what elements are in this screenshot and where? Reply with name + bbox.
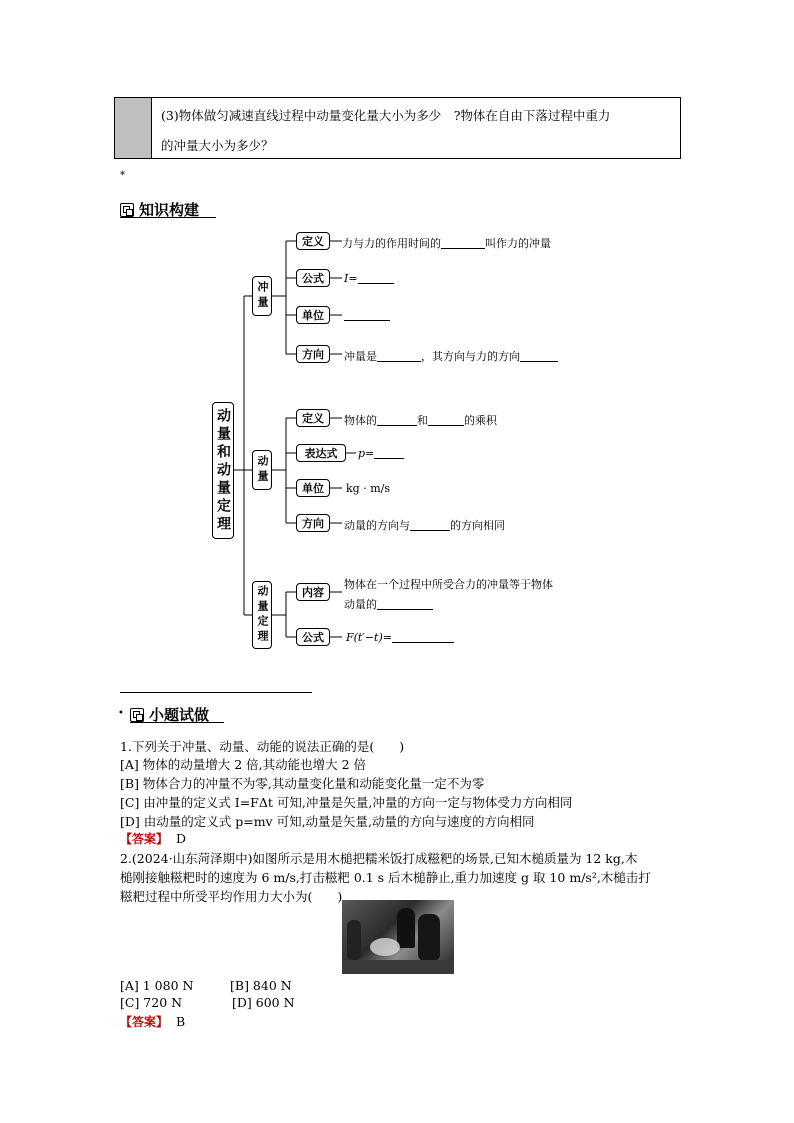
tag-impulse-unit: 单位 xyxy=(296,306,330,324)
q1-option-b: [B] 物体合力的冲量不为零,其动量变化量和动能变化量一定不为零 xyxy=(120,776,485,791)
tag-momentum-expression: 表达式 xyxy=(296,444,346,462)
bullet: • xyxy=(118,708,124,719)
momentum-definition-text: 物体的 和 的乘积 xyxy=(344,414,497,427)
mallet-photo xyxy=(342,900,454,974)
divider xyxy=(120,692,312,693)
practice-title: 小题试做 xyxy=(130,704,209,725)
q1-option-c: [C] 由冲量的定义式 I=FΔt 可知,冲量是矢量,冲量的方向一定与物体受力方向相同 xyxy=(120,795,573,810)
answer-value: B xyxy=(176,1014,186,1029)
q2-option-a: [A] 1 080 N xyxy=(120,978,194,993)
node-momentum: 动量 xyxy=(252,450,272,490)
q2-option-c: [C] 720 N xyxy=(120,995,183,1010)
impulse-direction-text: 冲量是 ，其方向与力的方向 xyxy=(344,348,558,364)
tag-impulse-definition: 定义 xyxy=(296,232,330,250)
answer-label: 【答案】 xyxy=(120,832,169,846)
q1-option-a: [A] 物体的动量增大 2 倍,其动能也增大 2 倍 xyxy=(120,757,367,772)
tag-theorem-formula: 公式 xyxy=(296,628,330,646)
momentum-unit-text: kg · m/s xyxy=(346,482,390,495)
question-line-1: (3)物体做匀减速直线过程中动量变化量大小为多少 ?物体在自由下落过程中重力 xyxy=(161,108,611,123)
theorem-formula-text: F(t′−t)= xyxy=(346,631,454,644)
momentum-expression-text: p= xyxy=(358,447,404,460)
q2-line-2: 槌刚接触糍粑时的速度为 6 m/s,打击糍粑 0.1 s 后木槌静止,重力加速度 g 取 10 m/s²,木槌击打 xyxy=(120,870,651,885)
q1-option-d: [D] 由动量的定义式 p=mv 可知,动量是矢量,动量的方向与速度的方向相同 xyxy=(120,814,535,829)
answer-value: D xyxy=(176,831,187,846)
answer-label: 【答案】 xyxy=(120,1015,169,1029)
tag-impulse-formula: 公式 xyxy=(296,269,330,287)
tag-theorem-content: 内容 xyxy=(296,583,330,601)
impulse-unit-text xyxy=(344,309,390,322)
q2-line-3: 糍粑过程中所受平均作用力大小为( ) xyxy=(120,889,343,904)
q2-answer xyxy=(120,1013,185,1030)
node-impulse: 冲量 xyxy=(252,276,272,316)
momentum-direction-text: 动量的方向与 的方向相同 xyxy=(344,519,505,532)
section-icon xyxy=(130,708,144,722)
tag-momentum-direction: 方向 xyxy=(296,514,330,532)
tag-momentum-definition: 定义 xyxy=(296,409,330,427)
impulse-formula-text: I= xyxy=(344,272,394,285)
marker: * xyxy=(120,170,125,181)
tag-impulse-direction: 方向 xyxy=(296,345,330,363)
theorem-content-line-2: 动量的 xyxy=(344,596,433,612)
q1-stem: 1.下列关于冲量、动量、动能的说法正确的是( ) xyxy=(120,739,405,754)
q2-option-b: [B] 840 N xyxy=(230,978,292,993)
theorem-content-line-1: 物体在一个过程中所受合力的冲量等于物体 xyxy=(344,578,553,591)
node-theorem: 动量定理 xyxy=(252,581,272,649)
q2-option-d: [D] 600 N xyxy=(232,995,295,1010)
q1-answer xyxy=(120,830,186,847)
impulse-definition-text: 力与力的作用时间的 叫作力的冲量 xyxy=(342,237,551,250)
question-line-2: 的冲量大小为多少？ xyxy=(161,138,274,153)
knowledge-title: 知识构建 xyxy=(120,199,199,220)
root-node: 动量和动量定理 xyxy=(212,402,234,539)
q2-line-1: 2.(2024·山东菏泽期中)如图所示是用木槌把糯米饭打成糍粑的场景,已知木槌质量为 12 kg,木 xyxy=(120,851,638,866)
tag-momentum-unit: 单位 xyxy=(296,479,330,497)
practice-title-underline xyxy=(130,722,224,723)
